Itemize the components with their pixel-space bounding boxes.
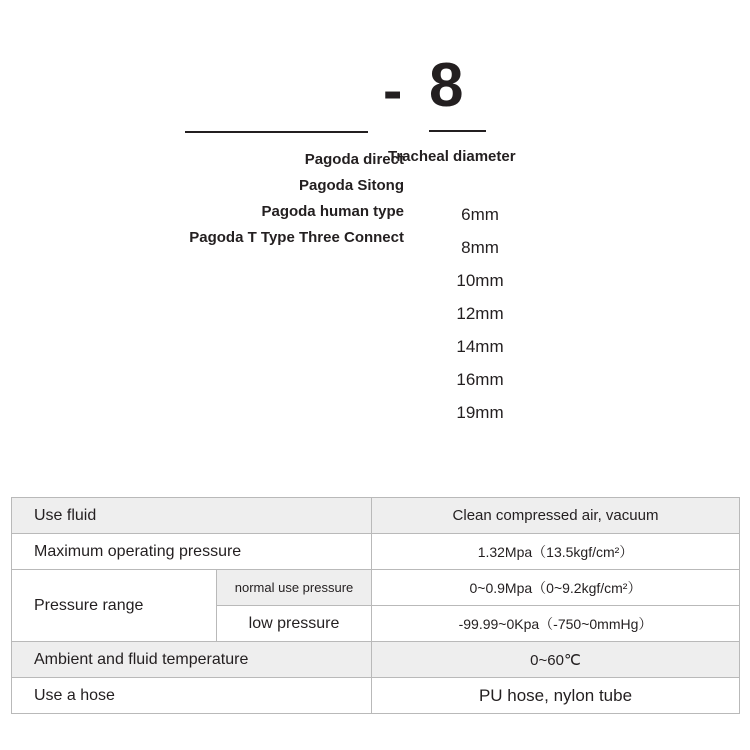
spec-label: Use a hose	[12, 678, 372, 714]
tracheal-diameter-list	[400, 198, 560, 429]
shape-type-item: Pagoda T Type Three Connect	[189, 229, 404, 246]
diameter-item: 16mm	[456, 370, 504, 389]
table-row	[12, 498, 740, 534]
shape-type-item: Pagoda direct	[304, 151, 404, 168]
spec-label: Use fluid	[12, 498, 372, 534]
spec-label: Pressure range	[12, 570, 217, 642]
diameter-item: 12mm	[456, 304, 504, 323]
spec-value: PU hose, nylon tube	[372, 678, 740, 714]
diameter-item: 6mm	[461, 205, 499, 224]
code-dash: -	[383, 58, 403, 123]
diameter-item: 19mm	[456, 403, 504, 422]
spec-value: 0~0.9Mpa（0~9.2kgf/cm²）	[372, 570, 740, 606]
spec-value: -99.99~0Kpa（-750~0mmHg）	[372, 606, 740, 642]
diameter-item: 8mm	[461, 238, 499, 257]
spec-value: Clean compressed air, vacuum	[372, 498, 740, 534]
table-row	[12, 534, 740, 570]
spec-value: 1.32Mpa（13.5kgf/cm²）	[372, 534, 740, 570]
table-row	[12, 570, 740, 606]
diameter-item: 10mm	[456, 271, 504, 290]
shape-type-item: Pagoda human type	[261, 203, 404, 220]
shape-type-item: Pagoda Sitong	[299, 177, 404, 194]
left-underline	[185, 131, 368, 133]
right-underline	[429, 130, 486, 132]
shape-type-list	[0, 147, 404, 251]
code-number: 8	[429, 51, 464, 120]
diameter-item: 14mm	[456, 337, 504, 356]
spec-value: 0~60℃	[372, 642, 740, 678]
table-row	[12, 678, 740, 714]
spec-label: Maximum operating pressure	[12, 534, 372, 570]
tracheal-diameter-heading: Tracheal diameter	[388, 148, 516, 165]
table-row	[12, 642, 740, 678]
spec-sub-label: low pressure	[217, 606, 372, 642]
spec-label: Ambient and fluid temperature	[12, 642, 372, 678]
specification-table	[11, 497, 740, 714]
spec-sub-label: normal use pressure	[217, 570, 372, 606]
